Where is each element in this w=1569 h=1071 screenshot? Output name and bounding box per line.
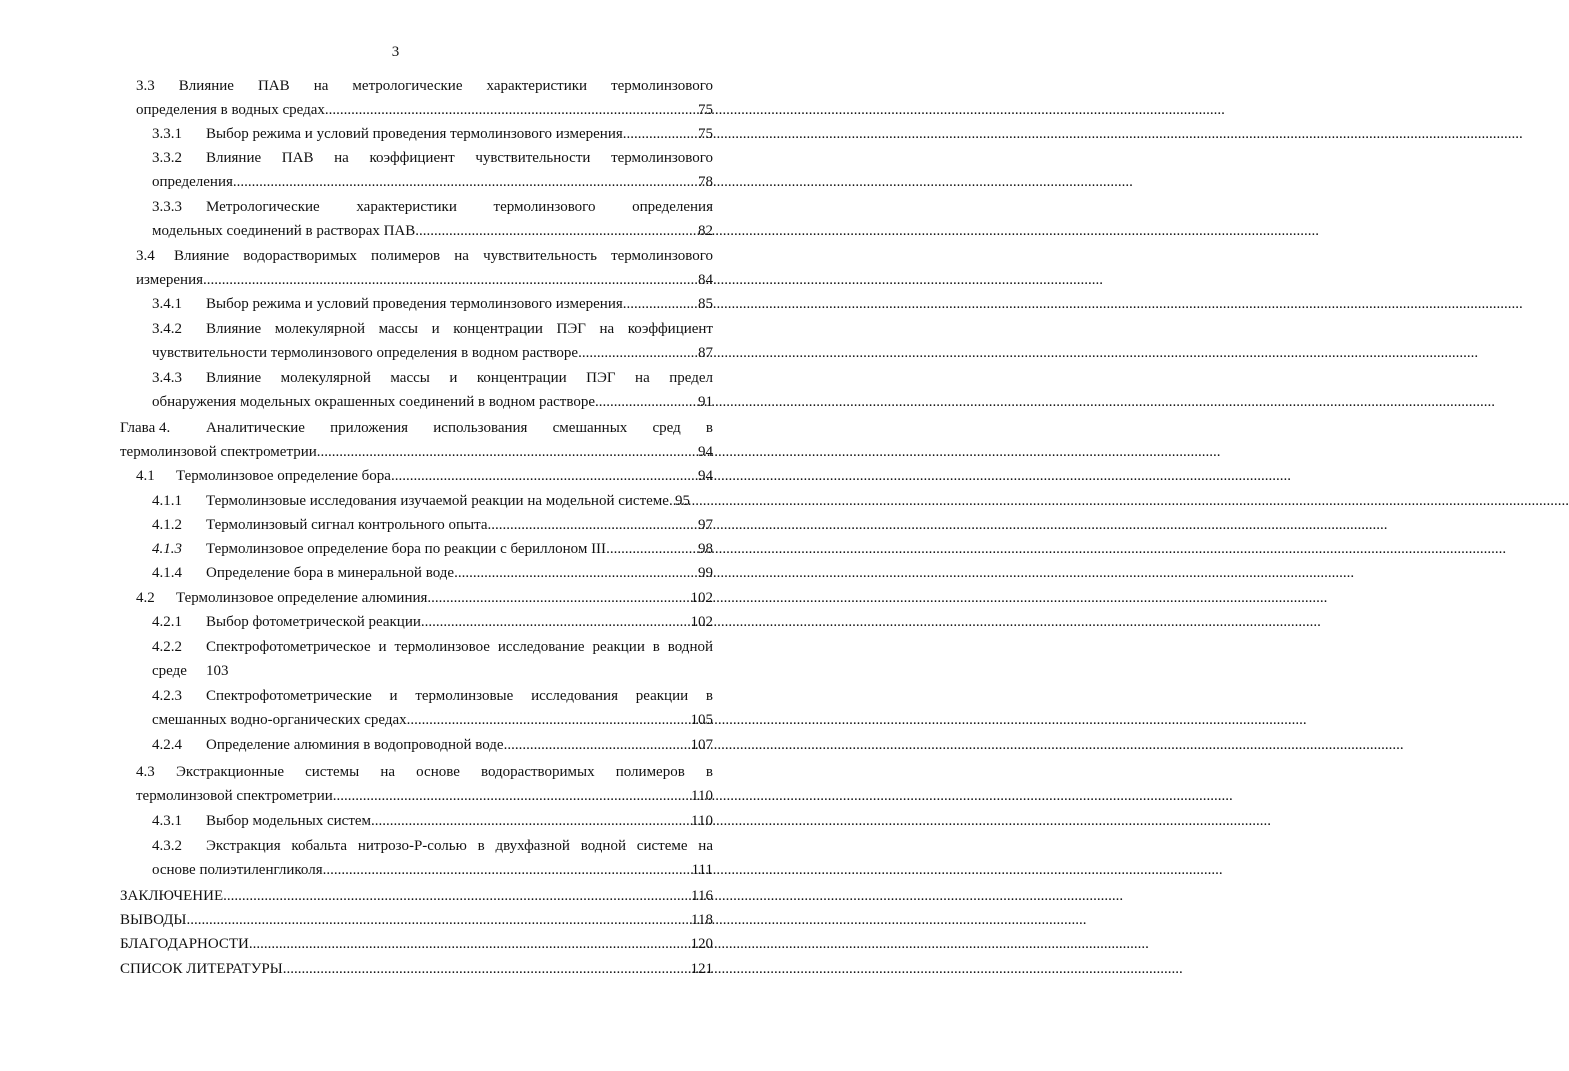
toc-entry-4-2-3[interactable] (152, 684, 713, 732)
toc-line: смешанных водно-органических средах ..... 105 (152, 708, 713, 732)
toc-entry-4-1[interactable] (136, 464, 713, 488)
page-ref: 94 (698, 468, 713, 484)
page-ref: 121 (690, 961, 713, 977)
page-ref: 84 (698, 272, 713, 288)
toc-entry-3-3-3[interactable] (152, 195, 713, 243)
page-ref: 95 (674, 493, 690, 509)
toc-line: БЛАГОДАРНОСТИ ..... 120 (120, 932, 713, 956)
page-ref: 97 (698, 517, 713, 533)
toc-line: 3.4.1 Выбор режима и условий проведения термолинзового измерения ..... 85 (152, 292, 713, 316)
toc-line: 3.4.2 Влияние молекулярной массы и концентрации ПЭГ на коэффициент (152, 321, 713, 337)
toc-entry-references[interactable] (120, 957, 713, 981)
toc-line: 3.3 Влияние ПАВ на метрологические характеристики термолинзового (136, 78, 713, 94)
toc-entry-4-2-4[interactable] (152, 733, 713, 757)
toc-line: 4.2.1 Выбор фотометрической реакции ..... 102 (152, 610, 713, 634)
toc-line: 4.1 Термолинзовое определение бора ..... 94 (136, 464, 713, 488)
toc-line: 4.2 Термолинзовое определение алюминия ..... 102 (136, 586, 713, 610)
toc-line: 4.3.1 Выбор модельных систем ..... 110 (152, 809, 713, 833)
toc-line: 3.4 Влияние водорастворимых полимеров на чувствительность термолинзового (136, 248, 713, 264)
toc-line: среде 103 (152, 659, 713, 683)
toc-entry-4-2[interactable] (136, 586, 713, 610)
toc-entry-4-2-1[interactable] (152, 610, 713, 634)
toc-line: 4.2.4 Определение алюминия в водопроводной воде ..... 107 (152, 733, 713, 757)
toc-line: 4.3.2 Экстракция кобальта нитрозо-Р-солью в двухфазной водной системе на (152, 838, 713, 854)
toc-entry-3-4-1[interactable] (152, 292, 713, 316)
page-ref: 116 (691, 888, 713, 904)
page-ref: 118 (691, 912, 713, 928)
toc-entry-acknowledgements[interactable] (120, 932, 713, 956)
toc-line: 3.3.3 Метрологические характеристики термолинзового определения (152, 199, 713, 215)
toc-line: 4.1.1 Термолинзовые исследования изучаемой реакции на модельной системе ..... 95 (152, 489, 713, 513)
toc-line: 4.1.4 Определение бора в минеральной воде ..... 99 (152, 561, 713, 585)
toc-entry-4-1-1[interactable] (152, 489, 713, 513)
page-ref: 105 (690, 712, 713, 728)
toc-entry-4-1-4[interactable] (152, 561, 713, 585)
toc-line: 4.2.2 Спектрофотометрическое и термолинзовое исследование реакции в водной (152, 639, 713, 655)
toc-entry-chapter-4[interactable] (120, 416, 713, 464)
page-ref: 111 (691, 862, 713, 878)
toc-entry-4-2-2[interactable] (152, 635, 713, 683)
page-ref: 82 (698, 223, 713, 239)
toc-line: 4.1.2 Термолинзовый сигнал контрольного опыта ..... 97 (152, 513, 713, 537)
toc-line: чувствительности термолинзового определения в водном растворе ..... 87 (152, 341, 713, 365)
toc-entry-3-3-1[interactable] (152, 122, 713, 146)
toc-line: 4.2.3 Спектрофотометрические и термолинзовые исследования реакции в (152, 688, 713, 704)
page-ref: 102 (690, 614, 713, 630)
toc-entry-3-3[interactable] (136, 74, 713, 122)
toc-line: термолинзовой спектрометрии ..... 110 (136, 784, 713, 808)
toc-line: обнаружения модельных окрашенных соединений в водном растворе ..... 91 (152, 390, 713, 414)
toc-line: термолинзовой спектрометрии. ..... 94 (120, 440, 713, 464)
page-ref: 75 (698, 102, 713, 118)
toc-line: основе полиэтиленгликоля ..... 111 (152, 858, 713, 882)
toc-line: СПИСОК ЛИТЕРАТУРЫ ..... 121 (120, 957, 713, 981)
page-ref: 78 (698, 174, 713, 190)
page-ref: 102 (690, 590, 713, 606)
page-ref: 99 (698, 565, 713, 581)
toc-entry-findings[interactable] (120, 908, 713, 932)
page-number: 3 (391, 44, 400, 60)
page-ref: 94 (698, 444, 713, 460)
toc-line: определения ..... 78 (152, 170, 713, 194)
toc-entry-4-1-3[interactable] (152, 537, 713, 561)
toc-line: Глава 4. Аналитические приложения использования смешанных сред в (120, 420, 713, 436)
toc-entry-4-3-2[interactable] (152, 834, 713, 882)
page-ref: 107 (690, 737, 713, 753)
page-ref: 120 (690, 936, 713, 952)
toc-entry-3-4-2[interactable] (152, 317, 713, 365)
toc-line: 4.1.3 Термолинзовое определение бора по реакции с бериллоном III ..... 98 (152, 537, 713, 561)
toc-line: ВЫВОДЫ ..... 118 (120, 908, 713, 932)
page-ref: 91 (698, 394, 713, 410)
toc-line: модельных соединений в растворах ПАВ. ..... 82 (152, 219, 713, 243)
toc-line: измерения ..... 84 (136, 268, 713, 292)
page-ref: 103 (206, 663, 229, 679)
toc-entry-3-3-2[interactable] (152, 146, 713, 194)
toc-line: 3.3.2 Влияние ПАВ на коэффициент чувствительности термолинзового (152, 150, 713, 166)
page-ref: 75 (698, 126, 713, 142)
page-ref: 85 (698, 296, 713, 312)
toc-entry-conclusion[interactable] (120, 884, 713, 908)
toc-line: 3.4.3 Влияние молекулярной массы и концентрации ПЭГ на предел (152, 370, 713, 386)
page-ref: 110 (691, 788, 713, 804)
page-ref: 110 (691, 813, 713, 829)
page-ref: 87 (698, 345, 713, 361)
toc-entry-3-4[interactable] (136, 244, 713, 292)
toc-line: ЗАКЛЮЧЕНИЕ ..... 116 (120, 884, 713, 908)
toc-entry-4-3[interactable] (136, 760, 713, 808)
toc-entry-4-1-2[interactable] (152, 513, 713, 537)
toc-entry-3-4-3[interactable] (152, 366, 713, 414)
toc-entry-4-3-1[interactable] (152, 809, 713, 833)
toc-line: 4.3 Экстракционные системы на основе водорастворимых полимеров в (136, 764, 713, 780)
toc-line: 3.3.1 Выбор режима и условий проведения термолинзового измерения ..... 75 (152, 122, 713, 146)
page-ref: 98 (698, 541, 713, 557)
toc-line: определения в водных средах ..... 75 (136, 98, 713, 122)
